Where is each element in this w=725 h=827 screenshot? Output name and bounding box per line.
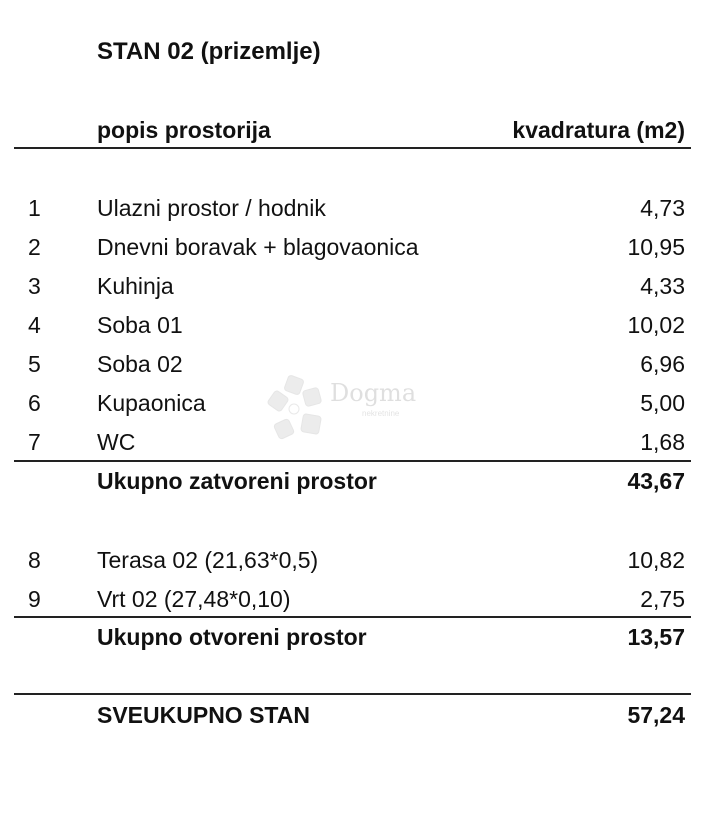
- row-number: 6: [28, 390, 41, 416]
- open-total-label: Ukupno otvoreni prostor: [97, 624, 367, 650]
- room-area: 10,82: [627, 547, 685, 573]
- rooms-column-header: popis prostorija: [97, 117, 271, 143]
- open-total-row: [0, 624, 725, 654]
- room-area: 10,02: [627, 312, 685, 338]
- closed-total-divider: [14, 460, 691, 462]
- room-area: 10,95: [627, 234, 685, 260]
- open-total-divider: [14, 616, 691, 618]
- table-row: [0, 312, 725, 342]
- room-name: Kupaonica: [97, 390, 206, 416]
- document-title: STAN 02 (prizemlje): [97, 38, 321, 65]
- table-row: [0, 273, 725, 303]
- table-row: [0, 547, 725, 577]
- grand-total-divider: [14, 693, 691, 695]
- room-name: Soba 01: [97, 312, 183, 338]
- room-area: 4,73: [640, 195, 685, 221]
- room-name: Dnevni boravak + blagovaonica: [97, 234, 419, 260]
- room-name: Soba 02: [97, 351, 183, 377]
- area-column-header: kvadratura (m2): [512, 117, 685, 143]
- grand-total-row: [0, 702, 725, 732]
- row-number: 7: [28, 429, 41, 455]
- room-name: Ulazni prostor / hodnik: [97, 195, 326, 221]
- grand-total-area: 57,24: [627, 702, 685, 728]
- room-name: WC: [97, 429, 136, 455]
- table-row: [0, 195, 725, 225]
- table-row: [0, 429, 725, 459]
- header-divider: [14, 147, 691, 149]
- closed-total-area: 43,67: [627, 468, 685, 494]
- room-area: 2,75: [640, 586, 685, 612]
- open-total-area: 13,57: [627, 624, 685, 650]
- row-number: 2: [28, 234, 41, 260]
- row-number: 9: [28, 586, 41, 612]
- row-number: 8: [28, 547, 41, 573]
- room-name: Vrt 02 (27,48*0,10): [97, 586, 291, 612]
- row-number: 5: [28, 351, 41, 377]
- room-area: 6,96: [640, 351, 685, 377]
- table-row: [0, 390, 725, 420]
- table-row: [0, 351, 725, 381]
- room-name: Kuhinja: [97, 273, 174, 299]
- room-area: 5,00: [640, 390, 685, 416]
- closed-total-label: Ukupno zatvoreni prostor: [97, 468, 377, 494]
- table-row: [0, 586, 725, 616]
- room-area: 4,33: [640, 273, 685, 299]
- room-name: Terasa 02 (21,63*0,5): [97, 547, 319, 573]
- room-area: 1,68: [640, 429, 685, 455]
- row-number: 4: [28, 312, 41, 338]
- table-row: [0, 234, 725, 264]
- row-number: 1: [28, 195, 41, 221]
- closed-total-row: [0, 468, 725, 498]
- watermark-brand: Dogma: [330, 379, 417, 407]
- grand-total-label: SVEUKUPNO STAN: [97, 702, 310, 728]
- row-number: 3: [28, 273, 41, 299]
- watermark-subtitle: nekretnine: [362, 409, 400, 418]
